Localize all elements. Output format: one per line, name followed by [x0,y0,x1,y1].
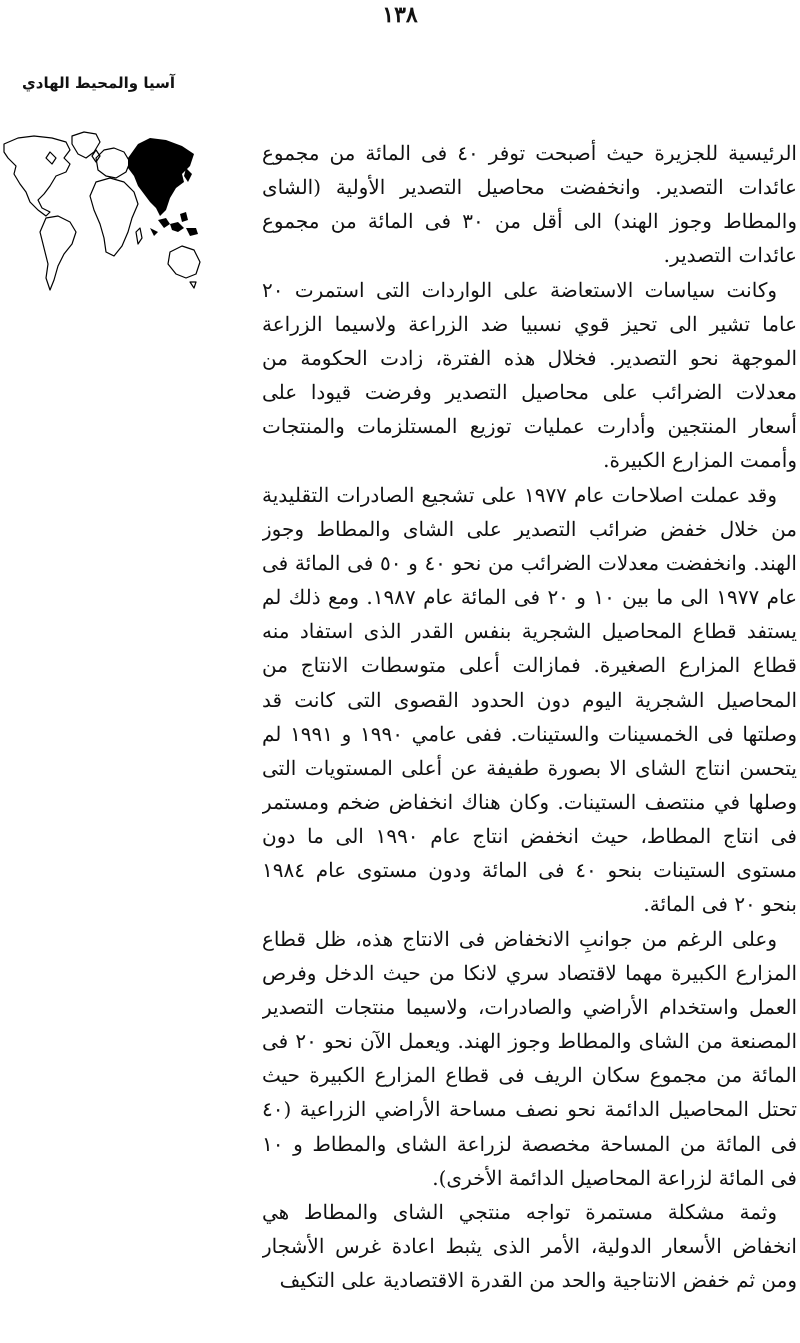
page-number: ١٣٨ [382,2,418,28]
paragraph: وكانت سياسات الاستعاضة على الواردات التى استمرت ٢٠ عاما تشير الى تحيز قوي نسبيا ضد الزراعة ولاسيما الزراعة الموجهة نحو التصدير. فخلال هذه الفترة، زادت الحكومة من معدلات الضرائب على محاصيل التصدير وفرضت قيودا على أسعار المنتجين وأدارت عمليات توزيع المستلزمات والمنتجات وأممت المزارع الكبيرة. [262,277,797,473]
world-map-icon [0,128,205,300]
paragraph: وقد عملت اصلاحات عام ١٩٧٧ على تشجيع الصادرات التقليدية من خلال خفض ضرائب التصدير على الشاى والمطاط وجوز الهند. وانخفضت معدلات الضرائب من نحو ٤٠ و ٥٠ فى المائة فى عام ١٩٧٧ الى ما بين ١٠ و ٢٠ فى المائة عام ١٩٨٧. ومع ذلك لم يستفد قطاع المحاصيل الشجرية بنفس القدر الذى استفاد منه قطاع المزارع الصغيرة. فمازالت أعلى متوسطات الانتاج من المحاصيل الشجرية اليوم دون الحدود القصوى التى كانت قد وصلتها فى الخمسينات والستينات. ففى عامي ١٩٩٠ و ١٩٩١ لم يتحسن انتاج الشاى الا بصورة طفيفة عن أعلى المستويات التى وصلها في منتصف الستينات. وكان هناك انخفاض ضخم ومستمر فى انتاج المطاط، حيث انخفض انتاج عام ١٩٩٠ الى ما دون مستوى الستينات بنحو ٤٠ فى المائة ودون مستوى عام ١٩٨٤ بنحو ٢٠ فى المائة. [262,482,797,917]
paragraph: وعلى الرغم من جوانبِ الانخفاض فى الانتاج هذه، ظل قطاع المزارع الكبيرة مهما لاقتصاد سري لانكا من حيث الدخل وفرص العمل واستخدام الأراضي والصادرات، ولاسيما منتجات التصدير المصنعة من الشاى والمطاط وجوز الهند. ويعمل الآن نحو ٢٠ فى المائة من مجموع سكان الريف فى قطاع المزارع الكبيرة حيث تحتل المحاصيل الدائمة نحو نصف مساحة الأراضي الزراعية (٤٠ فى المائة من المساحة مخصصة لزراعة الشاى والمطاط و ١٠ فى المائة لزراعة المحاصيل الدائمة الأخرى). [262,926,797,1190]
running-header: آسيا والمحيط الهادي [22,74,175,92]
paragraph: الرئيسية للجزيرة حيث أصبحت توفر ٤٠ فى المائة من مجموع عائدات التصدير. وانخفضت محاصيل التصدير الأولية (الشاى والمطاط وجوز الهند) الى أقل من ٣٠ فى المائة من مجموع عائدات التصدير. [262,141,797,268]
paragraph: وثمة مشكلة مستمرة تواجه منتجي الشاى والمطاط هي انخفاض الأسعار الدولية، الأمر الذى يثبط اعادة غرس الأشجار ومن ثم خفض الانتاجية والحد من القدرة الاقتصادية على التكيف [262,1199,797,1293]
body-text [262,136,797,1343]
